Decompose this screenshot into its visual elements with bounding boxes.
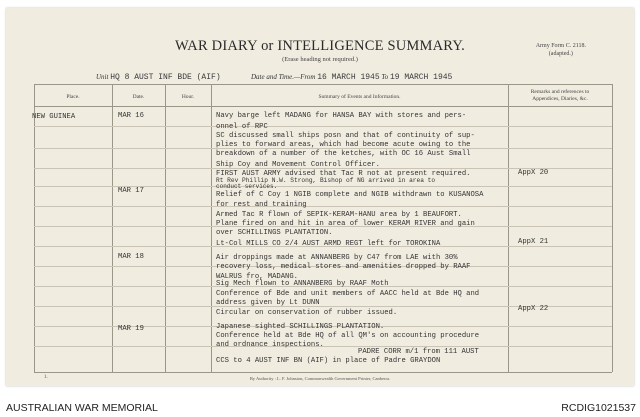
diary-page (6, 8, 634, 386)
printer-footer: By Authority : L. F. Johnston, Commonwealth Government Printer, Canberra. (249, 376, 391, 381)
appendix-reference: AppX 22 (518, 305, 549, 313)
page-mark: 1. (44, 375, 48, 380)
summary-line: address given by Lt DUNN (216, 299, 320, 307)
col-header-remarks (508, 89, 612, 103)
table-bottom-border (34, 372, 612, 373)
col-header-remarks-line-1: Remarks and references to (530, 89, 590, 95)
summary-line: Rt Rev Phillip N.W. Strong, Bishop of NG arrived in area to (216, 177, 436, 184)
summary-line: Conference held at Bde HQ of all QM's on accounting procedure (216, 332, 480, 340)
form-reference (536, 42, 586, 58)
archive-caption: AUSTRALIAN WAR MEMORIAL (6, 402, 158, 414)
ruled-line (34, 206, 612, 207)
col-header-date: Date. (132, 94, 145, 100)
col-header-remarks-line-2: Appendices, Diaries, &c. (532, 96, 588, 102)
date-cell: MAR 16 (118, 112, 144, 120)
place-cell: NEW GUINEA (32, 113, 76, 121)
col-header-summary: Summary of Events and Information. (318, 94, 401, 100)
date-cell: MAR 17 (118, 187, 144, 195)
summary-line: onnel of RPC (216, 123, 268, 131)
summary-line: plies to forward areas, which had become acute owing to the (216, 141, 471, 149)
summary-line: Armed Tac R flown of SEPIK-KERAM-HANU area by 1 BEAUFORT. (216, 211, 462, 219)
summary-line: Circular on conservation of rubber issued. (216, 309, 398, 317)
page-subtitle: (Erase heading not required.) (282, 56, 358, 63)
summary-line: Plane fired on and hit in area of lower KERAM RIVER and gain (216, 220, 475, 228)
page-title: WAR DIARY or INTELLIGENCE SUMMARY. (175, 38, 465, 54)
summary-line: for rest and training (216, 201, 307, 209)
col-divider-hour (211, 84, 212, 372)
summary-line: recovery loss, medical stores and amenities dropped by RAAF (216, 263, 471, 271)
summary-line: Lt-Col MILLS CO 2/4 AUST ARMD REGT left for TOROKINA (216, 240, 441, 248)
summary-line: Conference of Bde and unit members of AACC held at Bde HQ and (216, 290, 480, 298)
date-from-value: 16 MARCH 1945 (317, 73, 380, 82)
summary-line: WALRUS fro, MADANG. (216, 273, 298, 281)
summary-line: PADRE CORR m/1 from 111 AUST (358, 348, 479, 356)
col-divider-date (165, 84, 166, 372)
summary-line: breakdown of a number of the ketches, with OC 16 Aust Small (216, 150, 471, 158)
col-header-hour: Hour. (181, 94, 195, 100)
summary-line: Navy barge left MADANG for HANSA BAY with stores and pers- (216, 112, 467, 120)
record-id: RCDIG1021537 (561, 402, 636, 414)
summary-line: Relief of C Coy 1 NGIB complete and NGIB withdrawn to KUSANOSA (216, 191, 484, 199)
summary-line: over SCHILLINGS PLANTATION. (216, 229, 333, 237)
col-header-place: Place. (66, 94, 80, 100)
summary-line: Sig Mech flown to ANNANBERG by RAAF Moth (216, 280, 389, 288)
unit-line (96, 73, 221, 82)
date-to-label: To (381, 73, 389, 81)
table-top-border (34, 84, 612, 85)
unit-label: Unit (96, 73, 109, 81)
table-left-border (34, 84, 35, 372)
unit-value: HQ 8 AUST INF BDE (AIF) (110, 73, 221, 82)
summary-line: Japanese sighted SCHILLINGS PLANTATION. (216, 323, 385, 331)
summary-line: SC discussed small ships posn and that of continuity of sup- (216, 132, 475, 140)
summary-line: conduct services. (216, 183, 278, 190)
table-right-border (612, 84, 613, 372)
summary-line: CCS to 4 AUST INF BN (AIF) in place of Padre GRAYDON (216, 357, 441, 365)
col-divider-summary (508, 84, 509, 372)
summary-line: Ship Coy and Movement Control Officer. (216, 161, 380, 169)
date-cell: MAR 18 (118, 253, 144, 261)
date-to-value: 19 MARCH 1945 (389, 73, 453, 82)
form-reference-line-1: Army Form C. 2118. (535, 43, 586, 49)
appendix-reference: AppX 21 (518, 238, 549, 246)
date-cell: MAR 19 (118, 325, 144, 333)
summary-line: FIRST AUST ARMY advised that Tac R not at present required. (216, 170, 471, 178)
summary-line: and ordnance inspections. (216, 341, 324, 349)
summary-line: Air droppings made at ANNANBERG by C47 from LAE with 30% (216, 254, 458, 262)
appendix-reference: AppX 20 (518, 169, 549, 177)
form-reference-line-2: (adapted.) (548, 51, 573, 57)
ruled-line (34, 126, 612, 127)
date-line (251, 73, 452, 82)
date-from-label: Date and Time.—From (251, 73, 316, 81)
table-header-border (34, 106, 612, 107)
col-divider-place (112, 84, 113, 372)
